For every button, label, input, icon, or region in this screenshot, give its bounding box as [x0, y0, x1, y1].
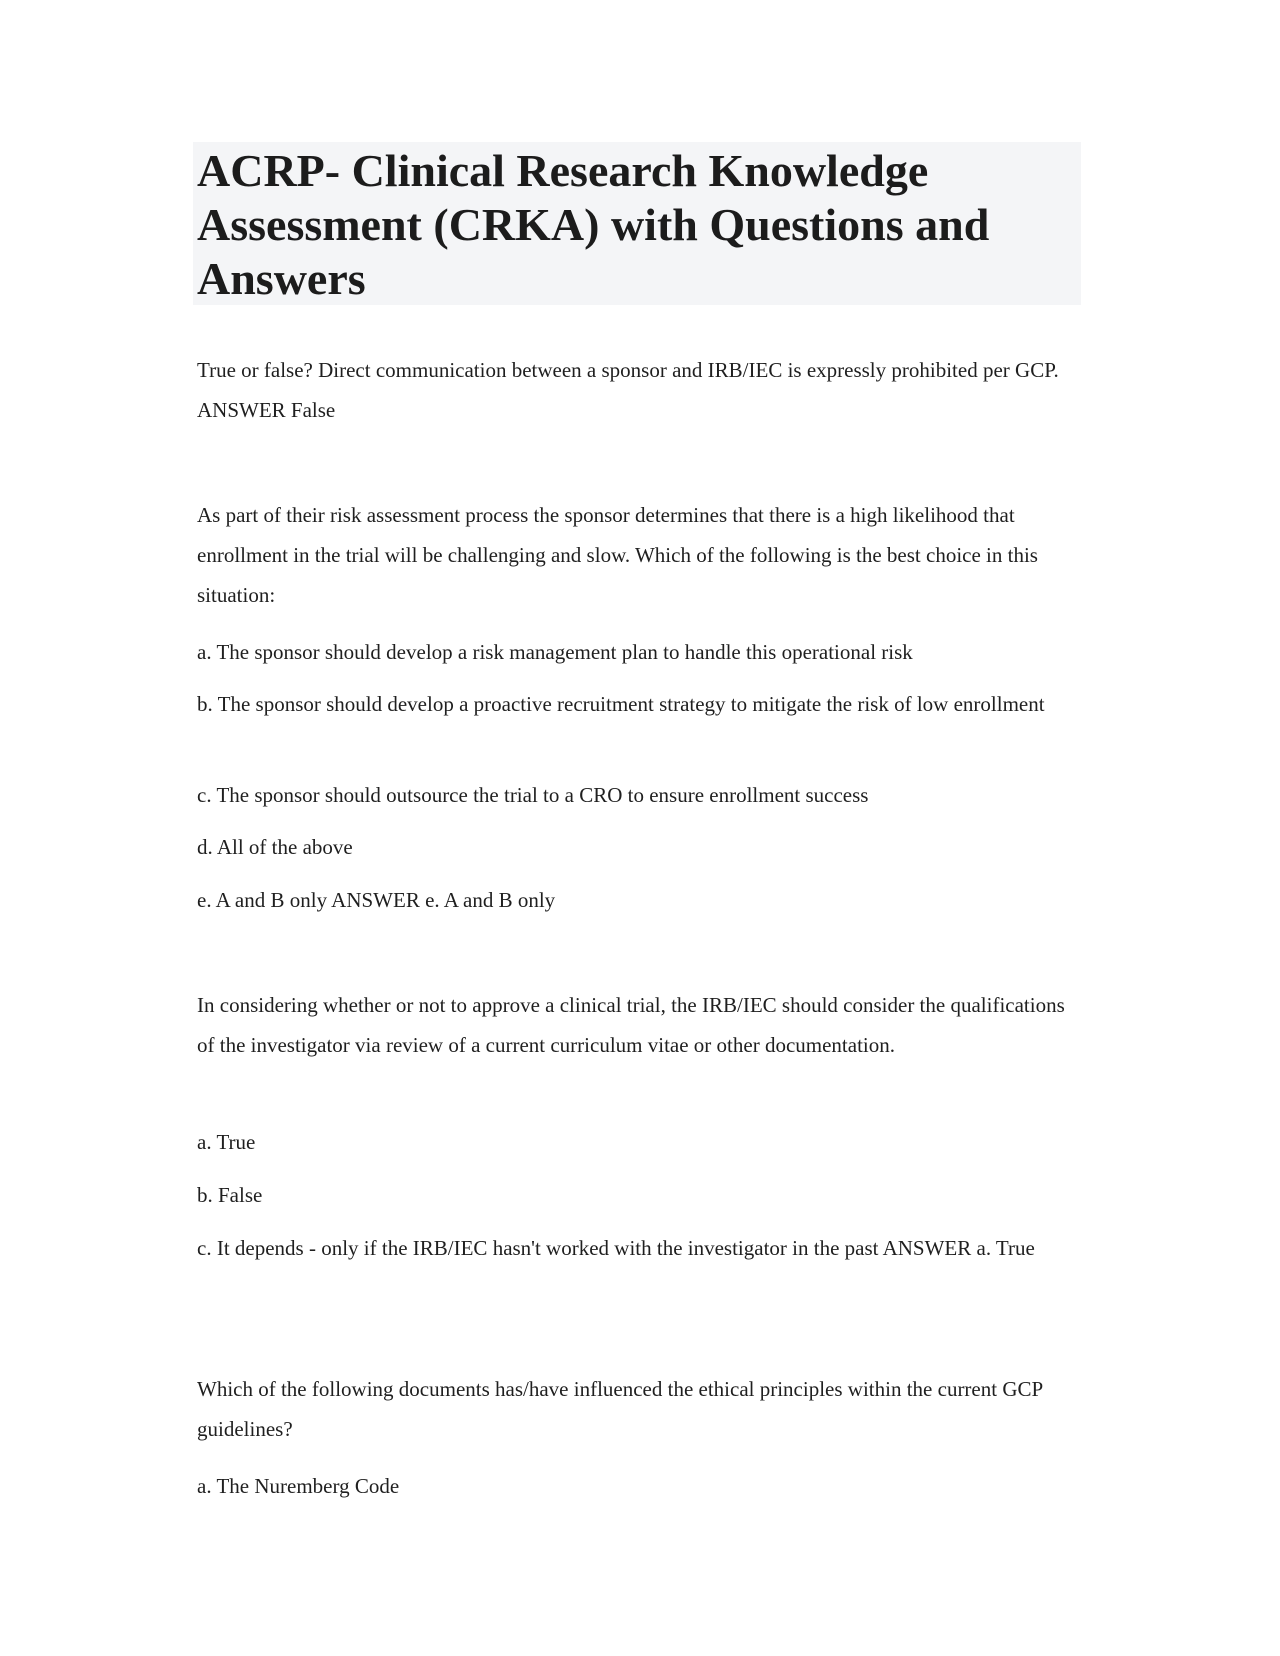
question-4-option-a: a. The Nuremberg Code [197, 1474, 400, 1498]
document-title: ACRP- Clinical Research Knowledge Assessment (CRKA) with Questions and Answers [197, 145, 990, 304]
question-2-text: As part of their risk assessment process the sponsor determines that there is a high likelihood that enrollment in the trial will be challenging and slow. Which of the following is the best choice in this situation: [197, 503, 1038, 607]
question-3-option-b: b. False [197, 1183, 263, 1207]
question-2-option-b: b. The sponsor should develop a proactive recruitment strategy to mitigate the risk of low enrollment [197, 692, 1045, 716]
question-1-text: True or false? Direct communication between a sponsor and IRB/IEC is expressly prohibited per GCP. ANSWER False [197, 358, 1059, 422]
question-2-option-a: a. The sponsor should develop a risk management plan to handle this operational risk [197, 640, 913, 664]
question-3-option-c-answer: c. It depends - only if the IRB/IEC hasn't worked with the investigator in the past ANSWER a. True [197, 1236, 1035, 1260]
question-2-option-e-answer: e. A and B only ANSWER e. A and B only [197, 888, 556, 912]
question-4-text: Which of the following documents has/have influenced the ethical principles within the current GCP guidelines? [197, 1377, 1043, 1441]
question-2-option-c: c. The sponsor should outsource the trial to a CRO to ensure enrollment success [197, 783, 869, 807]
question-3-text: In considering whether or not to approve a clinical trial, the IRB/IEC should consider the qualifications of the investigator via review of a current curriculum vitae or other documentation. [197, 993, 1065, 1057]
question-2-option-d: d. All of the above [197, 835, 353, 859]
question-3-option-a: a. True [197, 1130, 256, 1154]
